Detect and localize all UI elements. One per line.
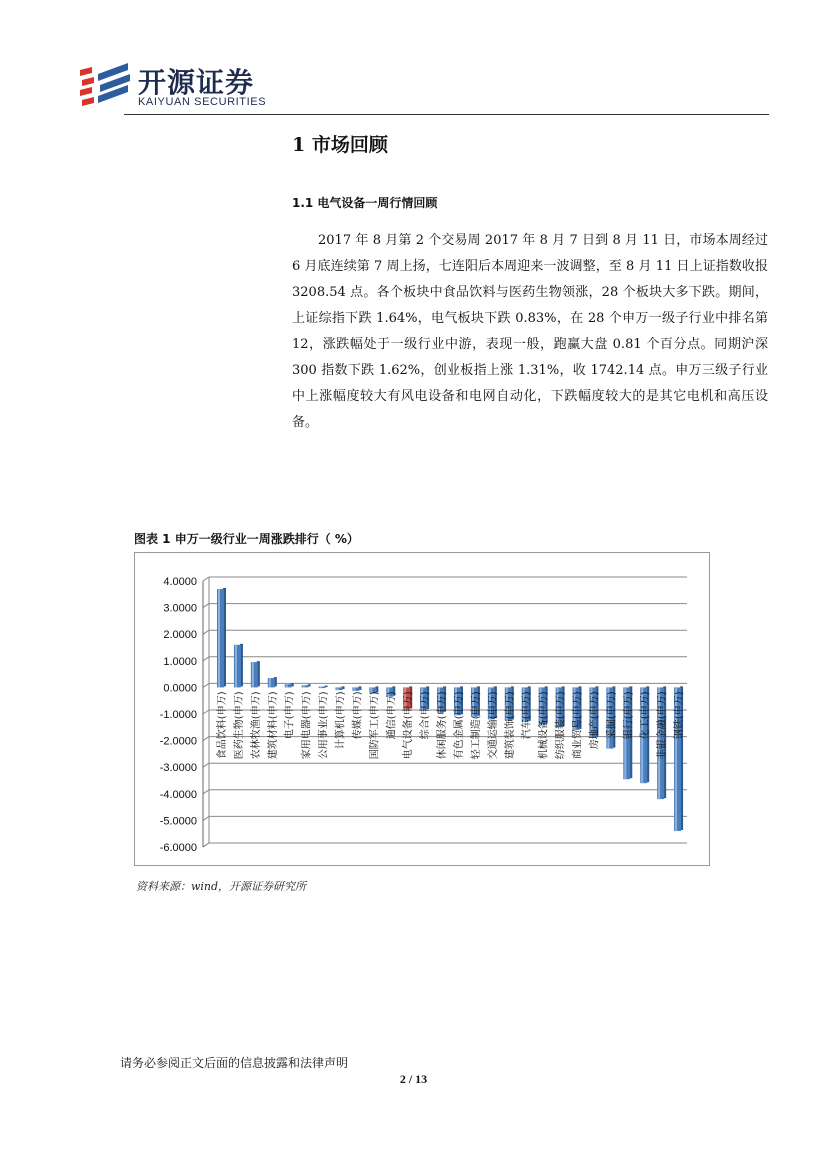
header-divider xyxy=(124,114,769,115)
category-label: 交通运输(申万) xyxy=(487,691,499,760)
disclaimer-note: 请务必参阅正文后面的信息披露和法律声明 xyxy=(120,1056,349,1070)
category-label: 农林牧渔(申万) xyxy=(250,691,262,760)
category-label: 休闲服务(申万) xyxy=(437,691,449,760)
y-tick-label: -5.0000 xyxy=(159,815,197,828)
industry-weekly-change-chart xyxy=(134,552,710,866)
bar-3 xyxy=(268,677,277,687)
figure-source: 资料来源：wind，开源证券研究所 xyxy=(136,880,307,893)
category-label: 食品饮料(申万) xyxy=(217,691,228,760)
gridline-diag xyxy=(203,816,209,820)
category-label: 纺织服装(申万) xyxy=(555,691,567,760)
bar-6 xyxy=(319,686,328,689)
y-tick-label: 1.0000 xyxy=(163,655,197,668)
category-label: 轻工制造(申万) xyxy=(470,691,482,760)
company-name-cn: 开源证券 xyxy=(138,66,255,99)
y-tick-label: 2.0000 xyxy=(163,629,197,642)
category-label: 汽车(申万) xyxy=(521,691,533,740)
y-tick-label: -6.0000 xyxy=(159,842,197,854)
subsection-title: 1.1 电气设备一周行情回顾 xyxy=(292,196,438,210)
category-label: 国防军工(申万) xyxy=(369,691,381,760)
y-tick-label: 0.0000 xyxy=(163,682,197,695)
category-label: 电气设备(申万) xyxy=(403,691,415,760)
section-title: 1 市场回顾 xyxy=(292,134,388,156)
bar-2 xyxy=(251,661,260,687)
category-label: 电子(申万) xyxy=(284,691,296,740)
category-label: 综合(申万) xyxy=(420,691,432,740)
y-tick-label: -1.0000 xyxy=(159,709,197,721)
gridline-diag xyxy=(203,577,209,581)
gridline-diag xyxy=(203,843,209,847)
bar-5 xyxy=(302,684,311,687)
category-label: 钢铁(申万) xyxy=(674,691,686,740)
y-tick-label: 3.0000 xyxy=(163,602,197,615)
bar-7 xyxy=(336,686,345,690)
company-logo xyxy=(78,58,278,114)
category-label: 机械设备(申万) xyxy=(538,691,550,760)
category-label: 房地产(申万) xyxy=(589,691,601,750)
category-label: 传媒(申万) xyxy=(352,691,364,740)
gridline-diag xyxy=(203,683,209,687)
gridline-diag xyxy=(203,763,209,767)
page-number: 2 / 13 xyxy=(399,1072,428,1086)
kaiyuan-logo-icon xyxy=(78,60,134,110)
category-label: 公用事业(申万) xyxy=(318,691,330,760)
category-label: 采掘(申万) xyxy=(606,691,618,740)
category-label: 化工(申万) xyxy=(640,691,652,740)
category-label: 建筑材料(申万) xyxy=(267,691,279,760)
y-tick-label: -2.0000 xyxy=(159,735,197,748)
y-tick-label: -4.0000 xyxy=(159,788,197,801)
category-label: 银行(申万) xyxy=(623,691,635,740)
gridline-diag xyxy=(203,710,209,714)
gridline-diag xyxy=(203,604,209,608)
bar-0 xyxy=(217,588,226,687)
market-review-paragraph: 2017 年 8 月第 2 个交易周 2017 年 8 月 7 日到 8 月 11 日，市场本周经过 6 月底连续第 7 周上扬，七连阳后本周迎来一波调整，至 8 月 11 日上证指数收报 3208.54 点。各个板块中食品饮料与医药生物领涨，28 个板块大多下跌。期间，上证综指下跌 1.64%，电气板块下跌 0.83%，在 28 个申万一级子行业中排名第 12，涨跌幅处于一级行业中游，表现一般，跑赢大盘 0.81 个百分点。同期沪深 300 指数下跌 1.62%，创业板指上涨 1.31%，收 1742.14 点。申万三级子行业中上涨幅度较大有风电设备和电网自动化，下跌幅度较大的是其它电机和高压设备。 xyxy=(292,233,768,430)
gridline-diag xyxy=(203,630,209,634)
y-tick-label: -3.0000 xyxy=(159,762,197,775)
chart-canvas xyxy=(135,553,709,865)
company-name-en: KAIYUAN SECURITIES xyxy=(138,96,267,108)
gridline-diag xyxy=(203,737,209,741)
category-label: 非银金融(申万) xyxy=(657,691,669,760)
y-tick-label: 4.0000 xyxy=(163,576,197,588)
gridline-diag xyxy=(203,657,209,661)
bar-1 xyxy=(234,644,243,688)
category-label: 通信(申万) xyxy=(386,691,398,740)
category-label: 建筑装饰(申万) xyxy=(504,691,516,760)
bar-8 xyxy=(352,686,361,690)
category-label: 商业贸易(申万) xyxy=(572,691,584,760)
category-label: 计算机(申万) xyxy=(335,691,347,750)
gridline-diag xyxy=(203,790,209,794)
category-label: 医药生物(申万) xyxy=(233,691,245,760)
figure-caption: 图表 1 申万一级行业一周涨跌排行（ %） xyxy=(134,532,359,546)
category-label: 有色金属(申万) xyxy=(454,691,465,760)
category-label: 家用电器(申万) xyxy=(301,691,313,760)
